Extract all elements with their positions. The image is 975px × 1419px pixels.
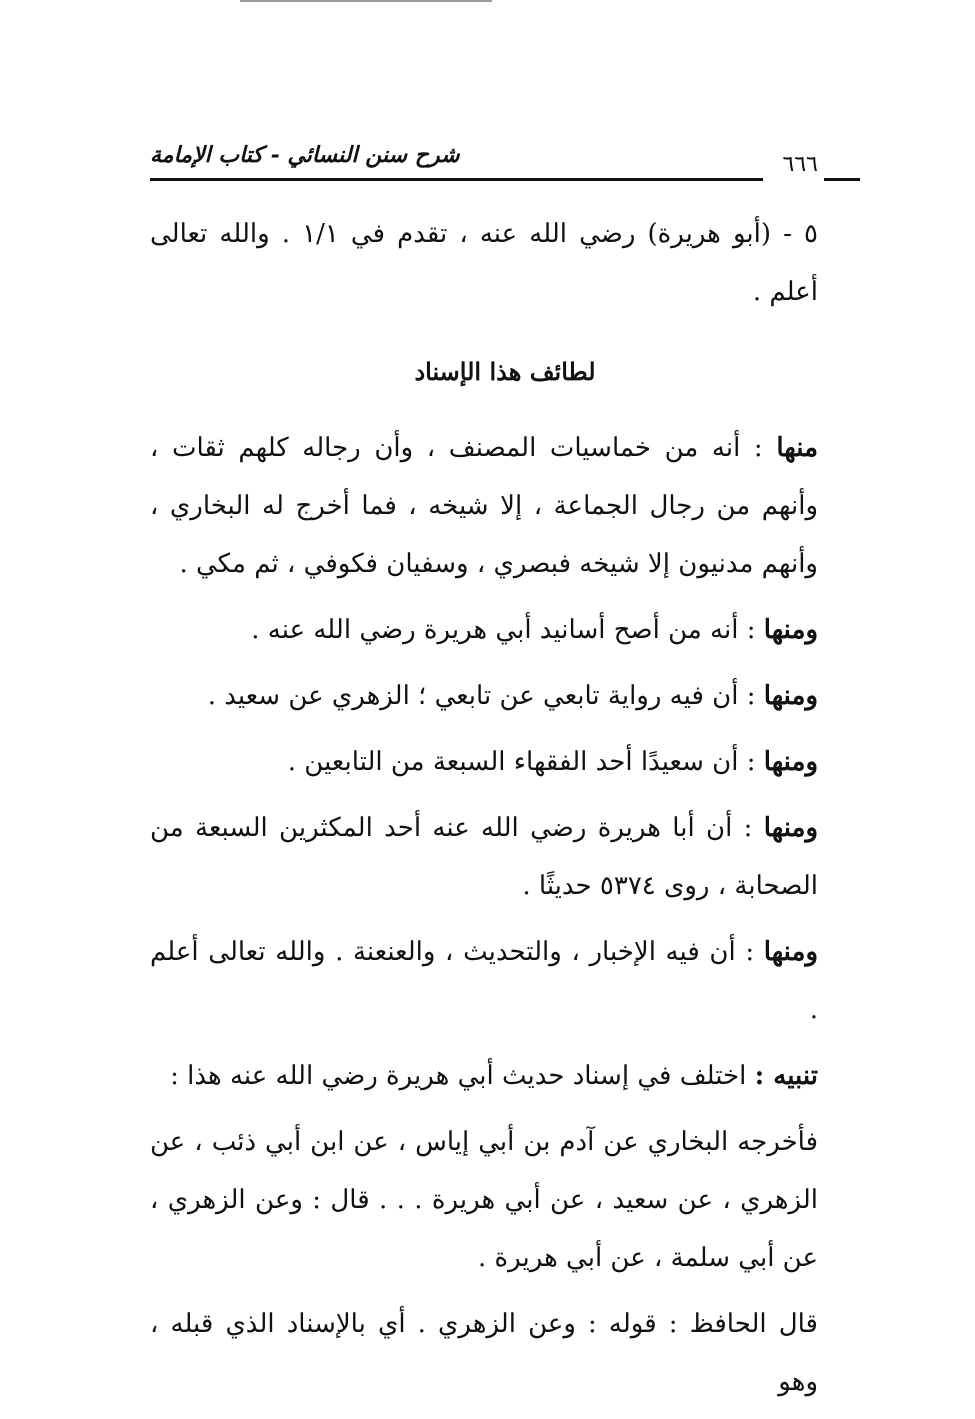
page-body [150,205,860,1419]
keyword: ومنها [763,937,818,967]
header-title: شرح سنن النسائي - كتاب الإمامة [150,142,460,168]
section-heading: لطائف هذا الإسناد [414,357,596,386]
paragraph-benefit-5 [150,799,860,915]
paragraph-benefit-4 [150,733,860,791]
keyword: ومنها [763,813,819,843]
keyword: ومنها [763,681,818,711]
paragraph-note [150,1047,860,1105]
paragraph-text: : أن أبا هريرة رضي الله عنه أحد المكثرين السبعة من الصحابة ، روى ٥٣٧٤ حديثًا . [150,813,818,901]
paragraph-text: : أنه من خماسيات المصنف ، وأن رجاله كلهم ثقات ، وأنهم من رجال الجماعة ، إلا شيخه ، فما أخرج له البخاري ، وأنهم مدنيون إلا شيخه فبصري ، وسفيان فكوفي ، ثم مكي . [150,433,818,579]
header-rule-short [824,178,860,181]
header-rule [150,178,763,181]
note-keyword: تنبيه : [754,1061,818,1091]
paragraph-narrator-5: ٥ - (أبو هريرة) رضي الله عنه ، تقدم في ١/١ . والله تعالى أعلم . [150,219,818,307]
paragraph-text: اختلف في إسناد حديث أبي هريرة رضي الله عنه هذا : [170,1061,747,1091]
keyword: منها [776,433,818,463]
paragraph-benefit-1 [150,419,860,593]
paragraph-benefit-6 [150,923,860,1039]
running-header [150,138,860,188]
paragraph-benefit-2 [150,601,860,659]
paragraph-text: : أن فيه الإخبار ، والتحديث ، والعنعنة . والله تعالى أعلم . [150,937,818,1025]
paragraph-text: : أن فيه رواية تابعي عن تابعي ؛ الزهري عن سعيد . [207,681,756,711]
paragraph-text: : أنه من أصح أسانيد أبي هريرة رضي الله عنه . [251,615,756,645]
top-scan-line [240,0,492,2]
paragraph-bukhari: فأخرجه البخاري عن آدم بن أبي إياس ، عن ابن أبي ذئب ، عن الزهري ، عن سعيد ، عن أبي هريرة . . . قال : وعن الزهري ، عن أبي سلمة ، عن أبي هريرة . [150,1127,819,1273]
keyword: ومنها [763,615,818,645]
paragraph-benefit-3 [150,667,860,725]
paragraph-text: : أن سعيدًا أحد الفقهاء السبعة من التابعين . [287,747,756,777]
paragraph-hafiz: قال الحافظ : قوله : وعن الزهري . أي بالإسناد الذي قبله ، وهو [150,1309,818,1397]
page-number: ٦٦٦ [782,152,818,177]
keyword: ومنها [763,747,818,777]
